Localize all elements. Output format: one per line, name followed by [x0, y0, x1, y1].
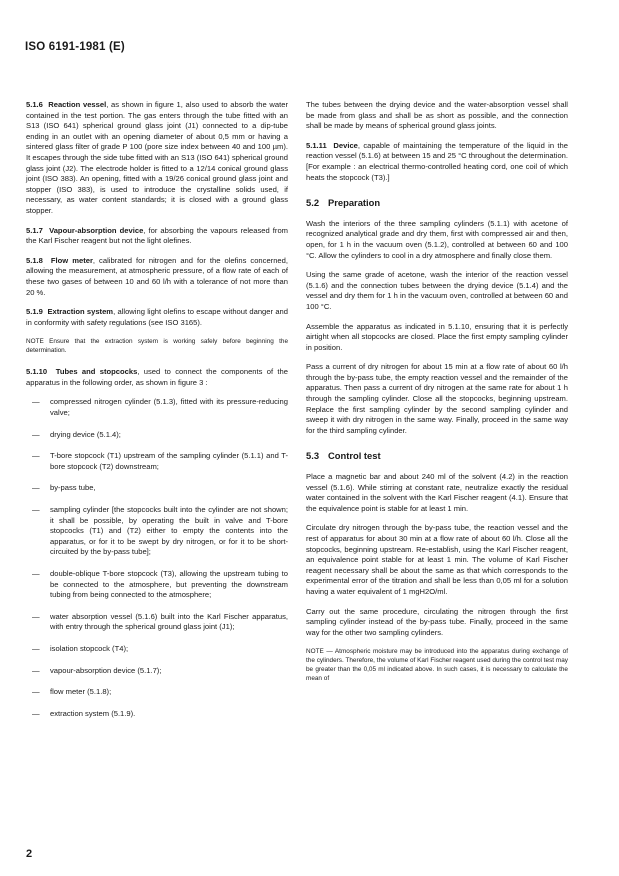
paragraph: Pass a current of dry nitrogen for about 15 min at a flow rate of about 60 l/h through the by-pass tube, the empty reaction vessel and the remainder of the apparatus. Then pass a current of dry nitrogen at the same rate for about 1 h through the sampling cylinder. Close all the stopcocks, beginning upstream. Replace the first sampling cylinder by the second sampling cylinder and sweep it with dry nitrogen in the same way. Finally, proceed in the same way for the third sampling cylinder. — [306, 362, 568, 435]
list-item: — T-bore stopcock (T1) upstream of the sampling cylinder (5.1.1) and T-bore stopcock (T2) downstream; — [32, 451, 288, 471]
list-item: — drying device (5.1.4); — [32, 429, 121, 439]
left-column — [26, 100, 288, 730]
section-title: Device — [333, 140, 358, 150]
section-title: Preparation — [328, 197, 381, 209]
section-5-1-6 — [26, 100, 288, 217]
section-5-1-9 — [26, 307, 288, 328]
section-number: 5.1.9 — [26, 307, 43, 317]
section-title: Control test — [328, 450, 381, 462]
paragraph: Carry out the same procedure, circulating the nitrogen through the first sampling cylinder instead of the by-pass tube. Finally, proceed in the same way for the other two sampling cylinders. — [306, 606, 568, 637]
paragraph: Circulate dry nitrogen through the by-pass tube, the reaction vessel and the rest of apparatus for about 30 min at a flow rate of about 60 l/h. Close all the stopcocks, beginning upstream. Re-establish, using the Karl Fischer reagent, an equivalence point stable for at least 1 min. The volume of Karl Fischer reagent necessary shall be about the same as that which corresponds to the experimental error of the titration and shall be less than 0,05 ml for a solution having a water equivalent of 1 mgH2O/ml. — [306, 523, 568, 596]
section-number: 5.1.6 — [26, 100, 43, 109]
section-number: 5.3 — [306, 450, 320, 462]
continued-text: The tubes between the drying device and the water-absorption vessel shall be made from glass and shall be as short as possible, and the connection shall be made by means of spherical ground glass joints. — [306, 100, 568, 131]
section-number: 5.1.7 — [26, 225, 43, 235]
paragraph: Wash the interiors of the three sampling cylinders (5.1.1) with acetone of recognized analytical grade and dry them, first with compressed air and then, open, for 1 h in the vacuum oven (5.1.2), controlled at between 60 and 100 °C. Allow the cylinders to cool in a dry atmosphere and finally close them. — [306, 218, 568, 260]
list-item: — flow meter (5.1.8); — [32, 687, 112, 697]
section-number: 5.1.11 — [306, 140, 327, 150]
heading-control-test — [306, 451, 568, 462]
section-title: Extraction system — [47, 307, 114, 317]
section-number: 5.1.10 — [26, 367, 48, 377]
section-5-1-8 — [26, 256, 288, 298]
page-header: ISO 6191-1981 (E) — [25, 41, 125, 53]
right-column — [306, 100, 568, 695]
section-5-1-7 — [26, 226, 288, 247]
section-title: Tubes and stopcocks — [55, 367, 138, 377]
section-title: Vapour-absorption device — [49, 225, 144, 235]
list-item: — vapour-absorption device (5.1.7); — [32, 665, 162, 675]
section-text: , as shown in figure 1, also used to absorb the water contained in the test portion. The gas enters through the tube fitted with an S13 (ISO 641) spherical ground glass joint (J1) connected to a dip-tube ending in an outlet with an opening diameter of about 0,5 mm or having a sintered glass filter of grade P 100 (pore size index between 40 and 100 µm). It escapes through the side tube fitted with an S13 (ISO 641) spherical ground glass joint (J2). The electrode holder is fitted to a 12/14 conical ground glass joint (ISO 383). An opening, fitted with a 19/26 conical ground glass joint and stopper (ISO 383), is used to introduce the crystalline solids used, if necessary, as water content standards; it is closed with a ground glass stopper. — [26, 100, 288, 215]
list-item: — compressed nitrogen cylinder (5.1.3), fitted with its pressure-reducing valve; — [32, 397, 288, 418]
component-list — [26, 397, 288, 719]
section-number: 5.1.8 — [26, 255, 43, 265]
list-item: — sampling cylinder [the stopcocks built into the cylinder are not shown; it shall be possible, by operating the built in valve and T-bore stopcocks (T1) and (T2) either to empty the contents into the apparatus, or for it to be swept by dry nitrogen, or for it to be short-circuited by the by-pass tube]; — [32, 505, 288, 557]
section-number: 5.2 — [306, 197, 320, 209]
section-5-1-11 — [306, 141, 568, 183]
section-text: , calibrated for nitrogen and for the olefins concerned, allowing the measurement, at atmospheric pressure, of a flow rate of each of these two gases of between 10 and 60 l/h with a tolerance of not more than 20 %. — [26, 255, 288, 297]
paragraph: Using the same grade of acetone, wash the interior of the reaction vessel (5.1.6) and the connection tubes between the drying device (5.1.4) and the vessel and dry them for 1 h in the vacuum oven, controlled at between 60 and 100 °C. — [306, 270, 568, 311]
list-item: — isolation stopcock (T4); — [32, 643, 129, 653]
paragraph: Place a magnetic bar and about 240 ml of the solvent (4.2) in the reaction vessel (5.1.6). While stirring at constant rate, neutralize exactly the residual water contained in the solvent with the Karl Fischer reagent (4.1). Ensure that the equivalence point is stable for at least 1 min. — [306, 472, 568, 513]
paragraph: Assemble the apparatus as indicated in 5.1.10, ensuring that it is perfectly airtight when all stopcocks are closed. Place the first empty sampling cylinder in position. — [306, 321, 568, 352]
section-title: Flow meter — [50, 255, 93, 265]
section-text: , allowing light olefins to escape without danger and in conformity with safety regulations (see ISO 3165). — [26, 307, 288, 327]
heading-preparation — [306, 198, 568, 209]
list-item: — by-pass tube, — [32, 483, 96, 493]
note-extraction: NOTE Ensure that the extraction system is working safely before beginning the determination. — [26, 338, 288, 355]
section-text: , capable of maintaining the temperature of the liquid in the reaction vessel (5.1.6) at between 15 and 25 °C throughout the determination. [For example : an electrical thermo-controlled heating cord, one coil of which heats the stopcock (T3).] — [306, 140, 568, 182]
section-text: , for absorbing the vapours released from the Karl Fischer reagent but not the light olefines. — [26, 225, 288, 246]
section-5-1-10 — [26, 367, 288, 388]
section-title: Reaction vessel — [48, 100, 107, 109]
note-atmospheric-moisture: NOTE — Atmospheric moisture may be introduced into the apparatus during exchange of the cylinders. Therefore, the volume of Karl Fischer reagent used during the control test may be greater than the 0,05 ml indicated above. In such cases, it is necessary to calculate the mean of — [306, 648, 568, 683]
section-text: , used to connect the components of the apparatus in the following order, as shown in figure 3 : — [26, 367, 288, 387]
page-number: 2 — [26, 848, 33, 860]
list-item: — water absorption vessel (5.1.6) built into the Karl Fischer apparatus, with entry through the spherical ground glass joint (J1); — [32, 611, 288, 632]
list-item: — double-oblique T-bore stopcock (T3), allowing the upstream tubing to be connected to the atmosphere, but preventing the downstream tubing from being connected to the atmosphere; — [32, 569, 288, 600]
list-item: — extraction system (5.1.9). — [32, 708, 136, 718]
